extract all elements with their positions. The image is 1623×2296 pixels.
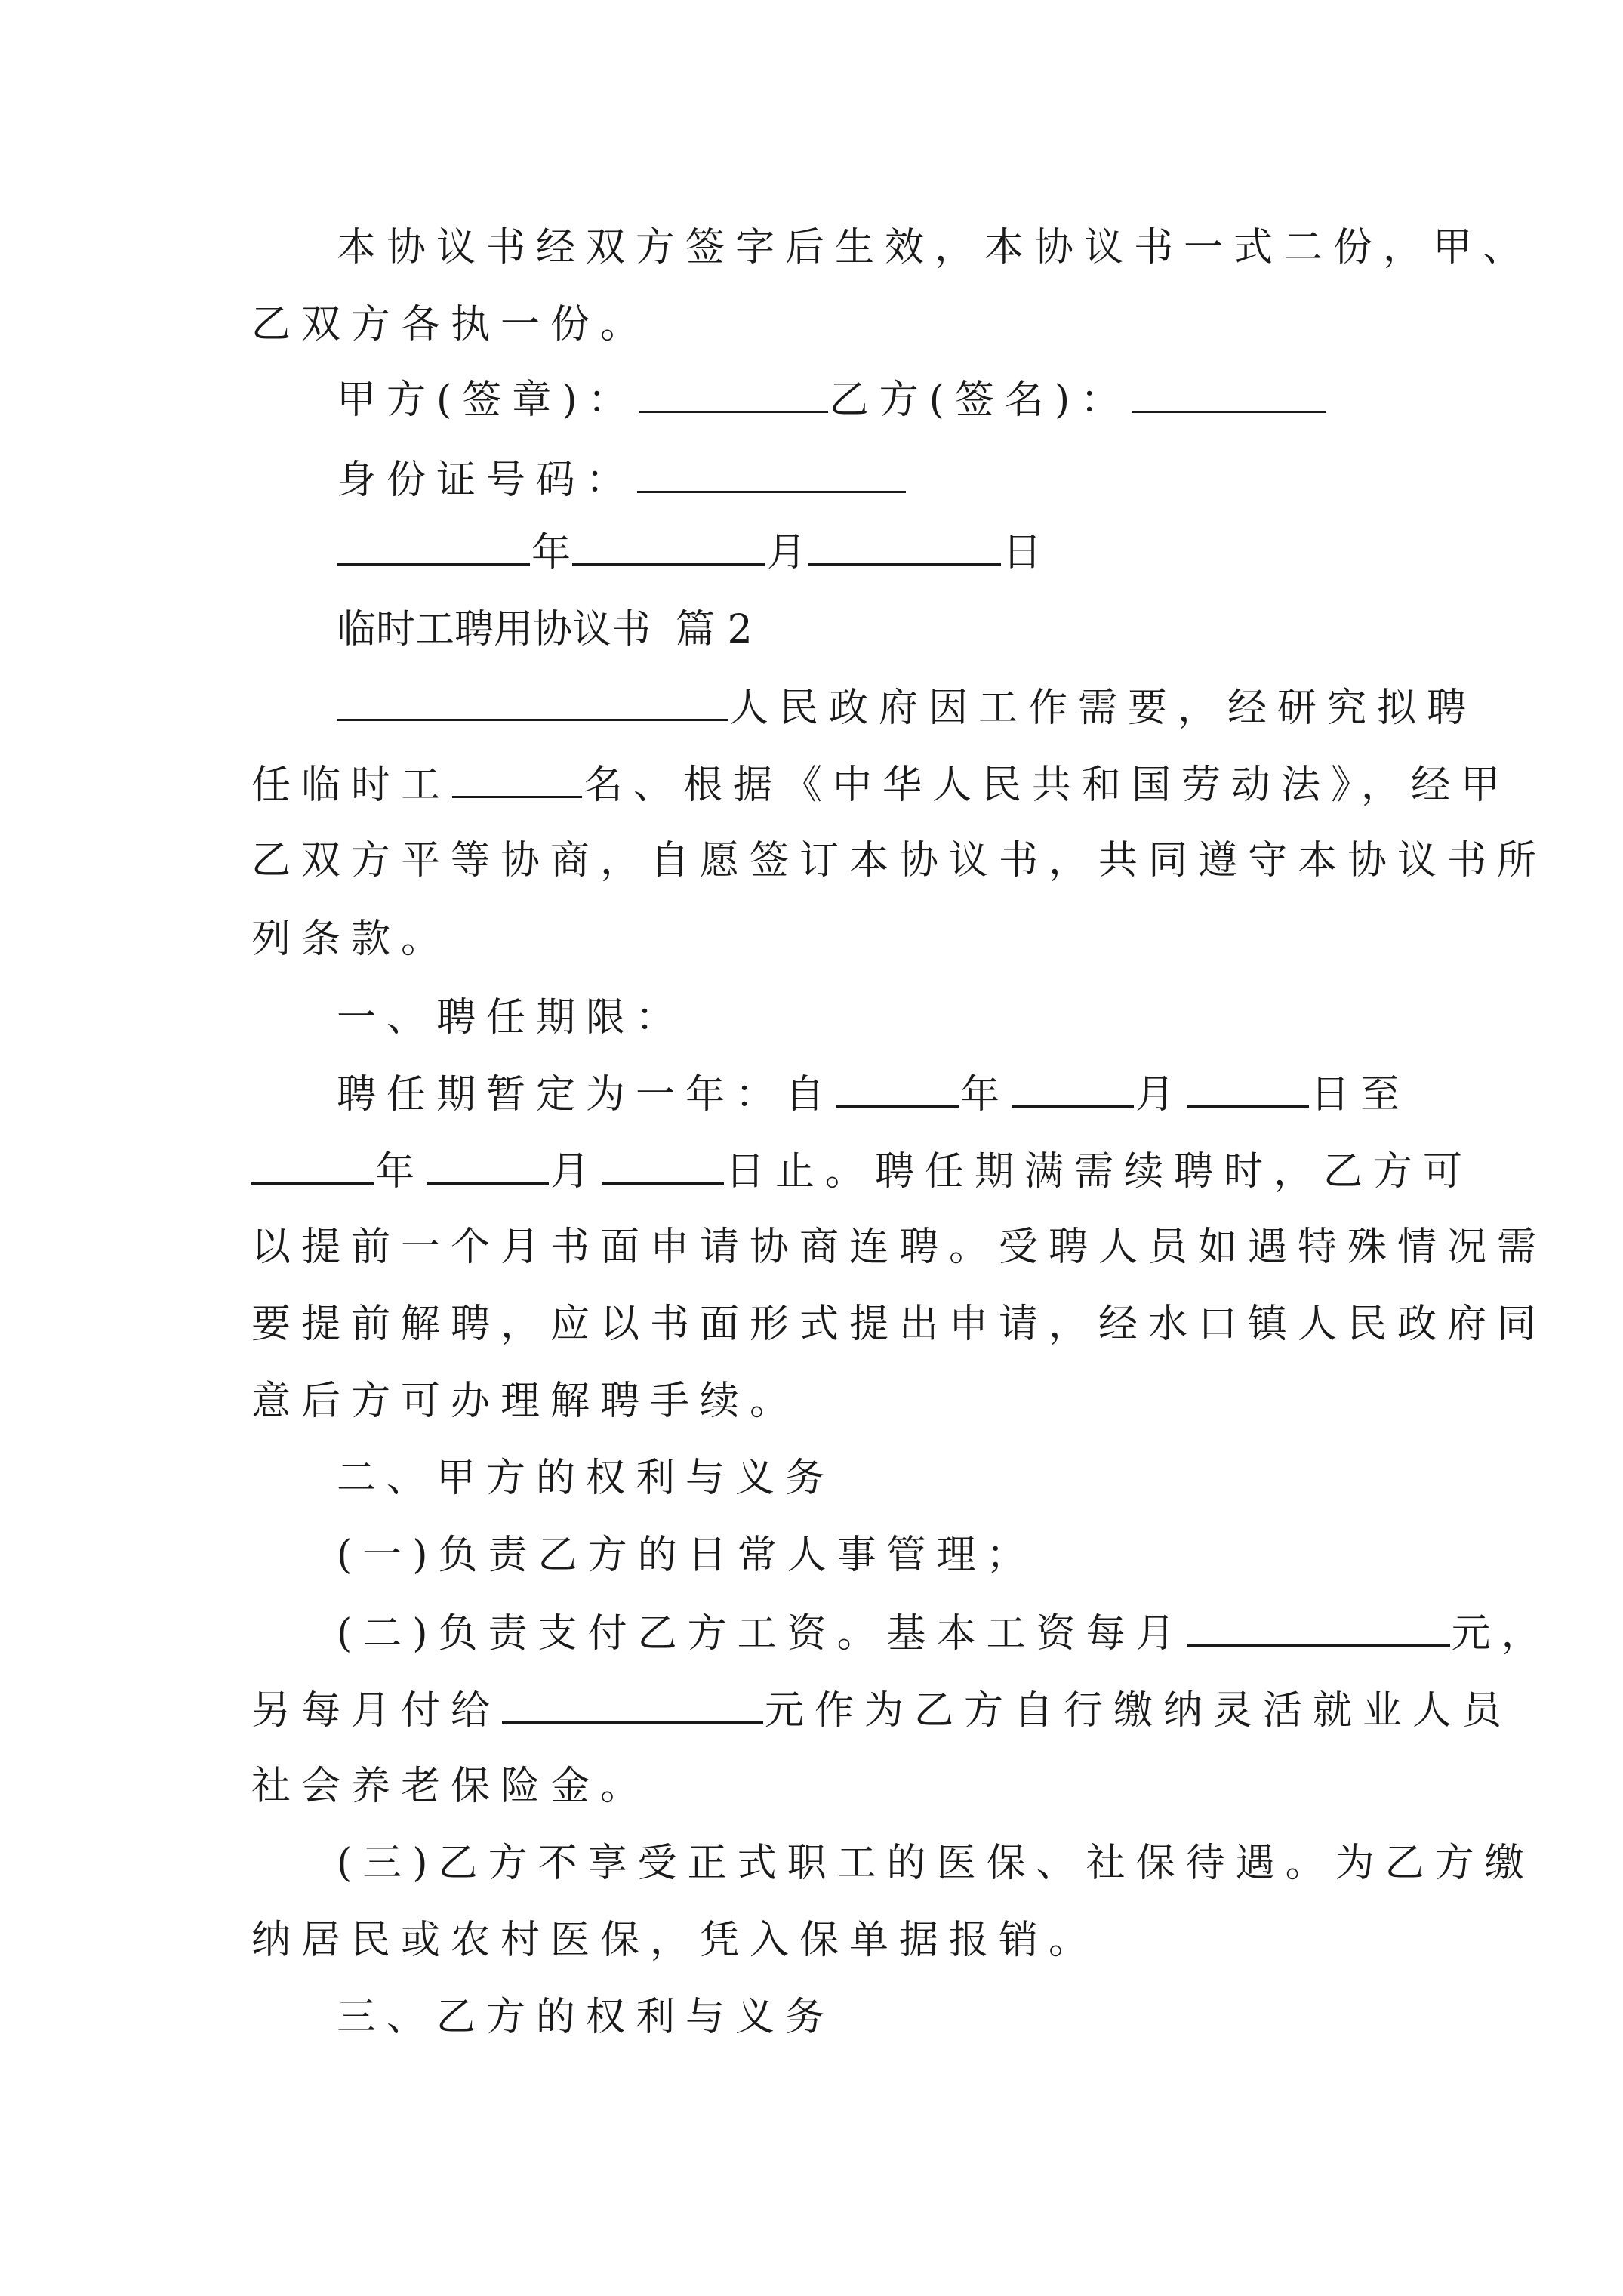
date-year-label: 年 [531,530,571,575]
section-title [0,592,1623,667]
text: 月 [1135,1072,1186,1117]
party-a-item2-line2 [0,1672,1623,1747]
text: 名、根据《中华人民共和国劳动法》，经甲 [584,763,1511,808]
base-salary-blank[interactable] [1187,1595,1450,1647]
text: 聘任期暂定为一年：自 [337,1072,836,1117]
signature-line [0,361,1623,436]
party-a-signature-blank[interactable] [639,361,828,413]
party-b-rights-heading [0,1980,1623,2055]
paragraph-effectiveness-line1 [0,210,1623,285]
pension-allowance-blank[interactable] [502,1672,763,1724]
section-title-text: 临时工聘用协议书 篇 2 [337,607,753,652]
term-line2 [0,1133,1623,1208]
date-year-blank[interactable] [337,513,530,566]
text: 日至 [1310,1072,1411,1117]
text: 月 [550,1149,601,1194]
text: 列条款。 [251,917,451,962]
text: 意后方可办理解聘手续。 [251,1379,800,1424]
text: 日止。聘任期满需续聘时，乙方可 [725,1149,1474,1194]
text: 乙双方平等协商，自愿签订本协议书，共同遵守本协议书所 [251,838,1548,883]
term-line5 [0,1364,1623,1439]
id-number-label: 身份证号码： [337,458,636,503]
signing-date-line [0,513,1623,589]
text: 元， [1451,1611,1551,1657]
end-year-blank[interactable] [251,1133,374,1185]
party-a-label: 甲方(签章)： [337,378,638,423]
government-name-blank[interactable] [337,669,728,721]
id-number-blank[interactable] [637,441,906,493]
text: (三)乙方不享受正式职工的医保、社保待遇。为乙方缴 [337,1841,1535,1886]
party-b-signature-blank[interactable] [1132,361,1326,413]
date-day-blank[interactable] [808,513,1001,566]
start-day-blank[interactable] [1187,1056,1309,1108]
text: 要提前解聘，应以书面形式提出申请，经水口镇人民政府同 [251,1302,1548,1347]
text: 元作为乙方自行缴纳灵活就业人员 [765,1688,1513,1734]
end-month-blank[interactable] [427,1133,549,1185]
text: 二、甲方的权利与义务 [337,1456,836,1501]
party-a-item2-line1 [0,1595,1623,1670]
text: 社会养老保险金。 [251,1764,651,1809]
id-number-line [0,441,1623,516]
text: 一、聘任期限： [337,995,686,1040]
paragraph-effectiveness-line2 [0,287,1623,362]
date-day-label: 日 [1002,530,1042,575]
text: 任临时工 [251,763,451,808]
text: 年 [375,1149,426,1194]
text: 年 [960,1072,1011,1117]
text: 另每月付给 [251,1688,501,1734]
intro-line1 [0,669,1623,744]
end-day-blank[interactable] [602,1133,724,1185]
text: 三、乙方的权利与义务 [337,1995,836,2040]
text: (一)负责乙方的日常人事管理； [337,1533,1036,1578]
party-a-item3-line1 [0,1826,1623,1901]
party-a-item1 [0,1518,1623,1593]
intro-line2 [0,746,1623,821]
party-a-item2-line3 [0,1749,1623,1824]
party-a-item3-line2 [0,1903,1623,1978]
text: (二)负责支付乙方工资。基本工资每月 [337,1611,1186,1657]
text: 本协议书经双方签字后生效，本协议书一式二份，甲、 [337,225,1533,270]
date-month-label: 月 [767,530,807,575]
party-b-label: 乙方(签名)： [829,378,1131,423]
term-line4 [0,1287,1623,1362]
start-year-blank[interactable] [836,1056,959,1108]
text: 以提前一个月书面申请协商连聘。受聘人员如遇特殊情况需 [251,1225,1548,1270]
intro-line3 [0,823,1623,898]
term-heading [0,980,1623,1056]
term-line3 [0,1210,1623,1285]
term-line1 [0,1056,1623,1131]
text: 乙双方各执一份。 [251,302,651,347]
text: 人民政府因工作需要，经研究拟聘 [729,686,1477,731]
date-month-blank[interactable] [572,513,765,566]
intro-line4 [0,901,1623,977]
party-a-rights-heading [0,1441,1623,1516]
text: 纳居民或农村医保，凭入保单据报销。 [251,1918,1099,1963]
worker-count-blank[interactable] [452,746,582,798]
start-month-blank[interactable] [1012,1056,1134,1108]
